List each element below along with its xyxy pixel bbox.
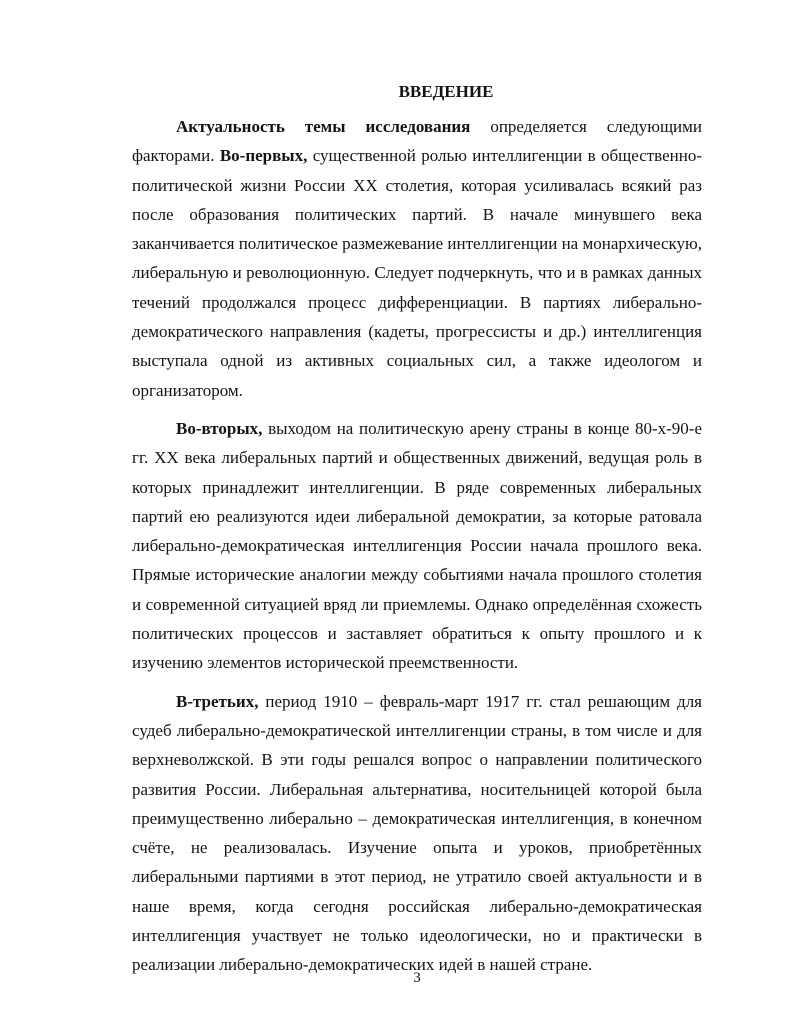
paragraph-second (132, 414, 702, 678)
paragraph-lead: Во-первых, (219, 146, 308, 166)
page-title: ВВЕДЕНИЕ (398, 82, 494, 101)
paragraph-text: выходом на политическую арену страны в конце 80-х-90-е гг. XX века либеральных партий и общественных движений, ведущая роль в которых принадлежит интеллигенции. В ряде современных либеральных партий ею реализуются идеи либеральной демократии, за которые ратовала либерально-демократическая интеллигенция России начала прошлого века. Прямые исторические аналогии между событиями начала прошлого столетия и современной ситуацией вряд ли приемлемы. Однако определённая схожесть политических процессов и заставляет обратиться к опыту прошлого и к изучению элементов исторической преемственности. (132, 418, 702, 673)
paragraph-text: определяется следующими факторами. (132, 117, 702, 166)
paragraph-lead: Во-вторых, (176, 418, 263, 438)
page-number: 3 (413, 970, 421, 986)
paragraph-lead: В-третьих, (176, 691, 259, 711)
paragraph-lead: Актуальность темы исследования (176, 117, 471, 136)
paragraph-text: период 1910 – февраль-март 1917 гг. стал решающим для судеб либерально-демократической интеллигенции страны, в том числе и для верхневолжской. В эти годы решался вопрос о направлении политического развития России. Либеральная альтернатива, носительницей которой была преимущественно либерально – демократическая интеллигенция, в конечном счёте, не реализовалась. Изучение опыта и уроков, приобретённых либеральными партиями в этот период, не утратило своей актуальности и в наше время, когда сегодня российская либерально-демократическая интеллигенция участвует не только идеологически, но и практически в реализации либерально-демократических идей в нашей стране. (132, 691, 702, 975)
paragraph-text: существенной ролью интеллигенции в общественно-политической жизни России XX столетия, которая усиливалась всякий раз после образования политических партий. В начале минувшего века заканчивается политическое размежевание интеллигенции на монархическую, либеральную и революционную. Следует подчеркнуть, что и в рамках данных течений продолжался процесс дифференциации. В партиях либерально-демократического направления (кадеты, прогрессисты и др.) интеллигенция выступала одной из активных социальных сил, а также идеологом и организатором. (132, 146, 702, 400)
paragraph-relevance (132, 112, 702, 405)
paragraph-third (132, 687, 702, 980)
